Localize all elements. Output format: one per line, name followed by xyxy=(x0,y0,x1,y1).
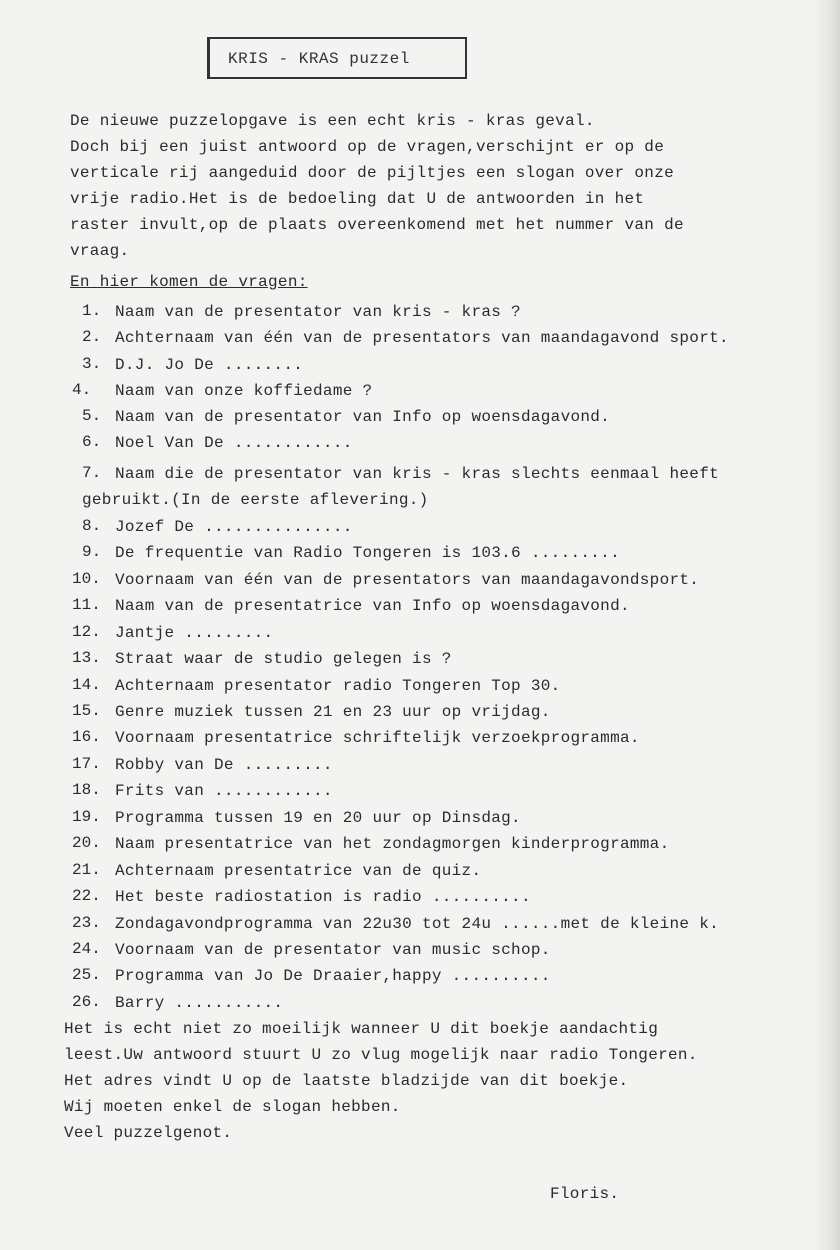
question-text: Frits van ............ xyxy=(115,782,333,800)
question-text: Programma van Jo De Draaier,happy .......... xyxy=(115,967,551,985)
question-number: 21. xyxy=(72,861,101,879)
question-text: Achternaam presentatrice van de quiz. xyxy=(115,862,482,880)
question-number: 20. xyxy=(72,834,101,852)
closing-line: Het is echt niet zo moeilijk wanneer U dit boekje aandachtig xyxy=(64,1020,659,1038)
intro-line: De nieuwe puzzelopgave is een echt kris - kras geval. xyxy=(70,112,595,130)
question-text: Jozef De ............... xyxy=(115,518,353,536)
question-text: Jantje ......... xyxy=(115,624,274,642)
closing-line: Het adres vindt U op de laatste bladzijde van dit boekje. xyxy=(64,1072,629,1090)
question-number: 7. xyxy=(82,464,102,482)
question-text: Voornaam van één van de presentators van maandagavondsport. xyxy=(115,571,700,589)
question-number: 22. xyxy=(72,887,101,905)
question-text: Straat waar de studio gelegen is ? xyxy=(115,650,452,668)
question-text: Barry ........... xyxy=(115,994,284,1012)
closing-line: Veel puzzelgenot. xyxy=(64,1124,233,1142)
question-text: Naam van onze koffiedame ? xyxy=(115,382,373,400)
question-number: 9. xyxy=(82,543,102,561)
question-text: Naam van de presentator van kris - kras ? xyxy=(115,303,521,321)
question-number: 19. xyxy=(72,808,101,826)
question-text: Naam van de presentatrice van Info op woensdagavond. xyxy=(115,597,630,615)
question-number: 8. xyxy=(82,517,102,535)
question-text: Robby van De ......... xyxy=(115,756,333,774)
intro-line: vrije radio.Het is de bedoeling dat U de antwoorden in het xyxy=(70,190,645,208)
question-number: 4. xyxy=(72,381,92,399)
question-text: Zondagavondprogramma van 22u30 tot 24u ......met de kleine k. xyxy=(115,915,719,933)
intro-line: vraag. xyxy=(70,242,130,260)
question-number: 23. xyxy=(72,914,101,932)
question-text: Genre muziek tussen 21 en 23 uur op vrijdag. xyxy=(115,703,551,721)
question-number: 17. xyxy=(72,755,101,773)
question-number: 10. xyxy=(72,570,101,588)
question-text: Noel Van De ............ xyxy=(115,434,353,452)
question-text: D.J. Jo De ........ xyxy=(115,356,304,374)
page-title: KRIS - KRAS puzzel xyxy=(228,50,410,68)
intro-line: Doch bij een juist antwoord op de vragen,verschijnt er op de xyxy=(70,138,665,156)
question-number: 2. xyxy=(82,328,102,346)
intro-line: raster invult,op de plaats overeenkomend met het nummer van de xyxy=(70,216,684,234)
question-text: Naam presentatrice van het zondagmorgen kinderprogramma. xyxy=(115,835,670,853)
question-number: 1. xyxy=(82,302,102,320)
question-number: 24. xyxy=(72,940,101,958)
question-number: 14. xyxy=(72,676,101,694)
questions-heading: En hier komen de vragen: xyxy=(70,273,308,291)
question-text: Voornaam van de presentator van music schop. xyxy=(115,941,551,959)
question-text: Naam die de presentator van kris - kras slechts eenmaal heeft xyxy=(115,465,719,483)
question-text: Voornaam presentatrice schriftelijk verzoekprogramma. xyxy=(115,729,640,747)
question-number: 6. xyxy=(82,433,102,451)
question-number: 25. xyxy=(72,966,101,984)
question-text: Programma tussen 19 en 20 uur op Dinsdag. xyxy=(115,809,521,827)
question-number: 18. xyxy=(72,781,101,799)
question-number: 12. xyxy=(72,623,101,641)
question-text-continued: gebruikt.(In de eerste aflevering.) xyxy=(82,491,429,509)
question-number: 13. xyxy=(72,649,101,667)
question-number: 15. xyxy=(72,702,101,720)
question-number: 11. xyxy=(72,596,101,614)
question-text: Achternaam van één van de presentators van maandagavond sport. xyxy=(115,329,729,347)
question-number: 5. xyxy=(82,407,102,425)
page-edge-shadow xyxy=(814,0,840,1250)
question-number: 26. xyxy=(72,993,101,1011)
closing-line: Wij moeten enkel de slogan hebben. xyxy=(64,1098,401,1116)
title-box xyxy=(207,37,467,79)
question-text: De frequentie van Radio Tongeren is 103.6 ......... xyxy=(115,544,620,562)
signature: Floris. xyxy=(550,1185,620,1203)
question-text: Achternaam presentator radio Tongeren Top 30. xyxy=(115,677,561,695)
question-text: Het beste radiostation is radio .......... xyxy=(115,888,531,906)
question-number: 3. xyxy=(82,355,102,373)
closing-line: leest.Uw antwoord stuurt U zo vlug mogelijk naar radio Tongeren. xyxy=(64,1046,698,1064)
intro-line: verticale rij aangeduid door de pijltjes een slogan over onze xyxy=(70,164,674,182)
question-number: 16. xyxy=(72,728,101,746)
question-text: Naam van de presentator van Info op woensdagavond. xyxy=(115,408,611,426)
